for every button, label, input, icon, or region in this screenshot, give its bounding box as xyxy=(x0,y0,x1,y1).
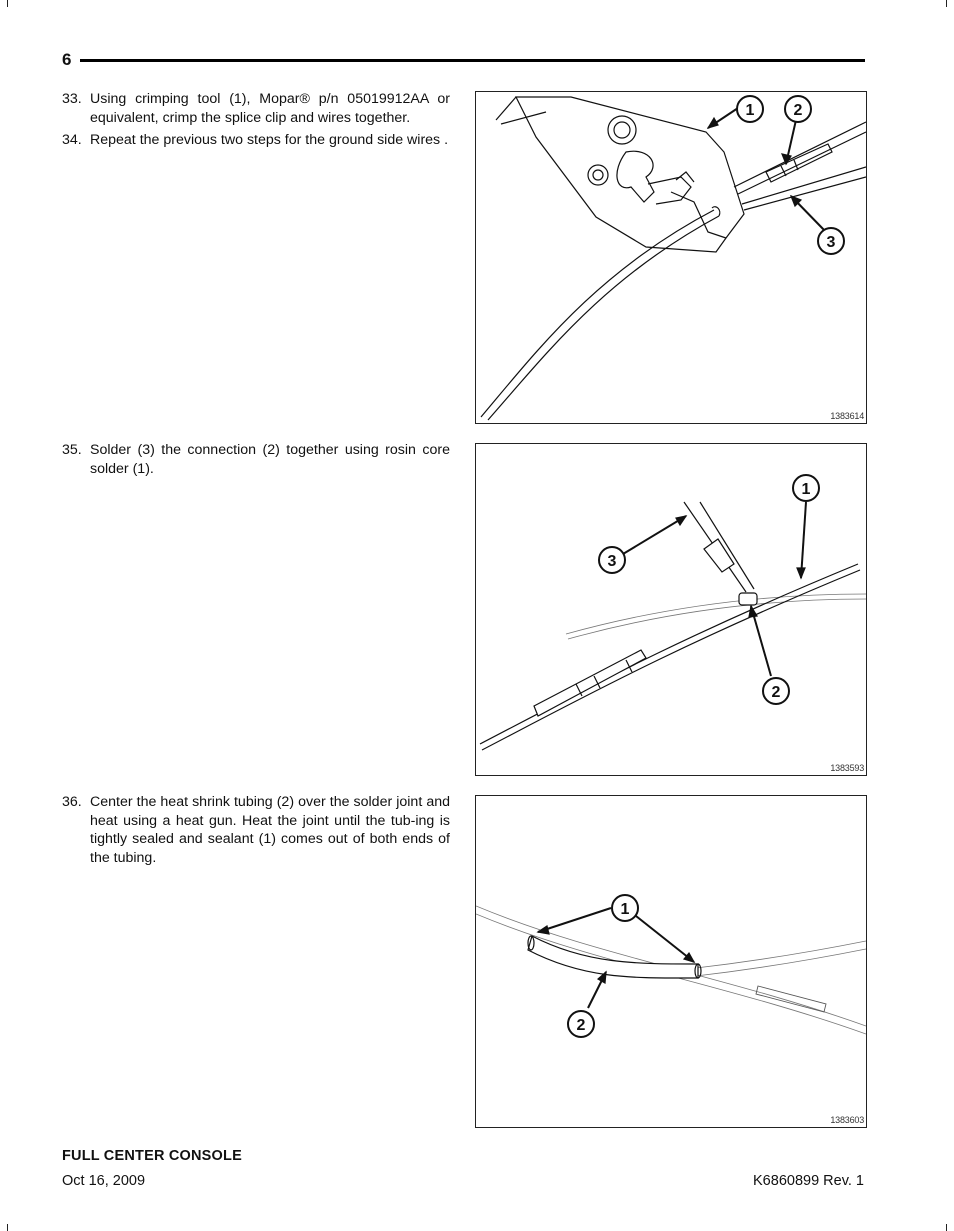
callout-label: 2 xyxy=(576,1017,586,1034)
crop-mark-top-left xyxy=(0,0,8,7)
figure-soldering xyxy=(475,443,867,776)
figure-crimping-tool xyxy=(475,91,867,424)
step-text: Center the heat shrink tubing (2) over the solder joint and heat using a heat gun. Heat the joint until the tub-ing is tightly sealed and sealant (1) comes out of both ends of the tubing. xyxy=(90,794,450,866)
figure-id: 1383593 xyxy=(830,763,864,773)
footer-date: Oct 16, 2009 xyxy=(62,1173,146,1189)
step-33 xyxy=(62,90,450,127)
callout-label: 2 xyxy=(793,102,803,119)
callout-label: 1 xyxy=(620,901,630,918)
step-36 xyxy=(62,793,450,867)
crop-mark-top-right xyxy=(946,0,954,7)
callout-label: 3 xyxy=(826,234,836,251)
figure-id: 1383614 xyxy=(830,411,864,421)
step-text: Solder (3) the connection (2) together using rosin core solder (1). xyxy=(90,442,450,477)
step-number: 34. xyxy=(62,132,82,148)
footer-revision: K6860899 Rev. 1 xyxy=(753,1173,864,1189)
step-number: 33. xyxy=(62,91,82,107)
step-number: 36. xyxy=(62,794,82,810)
callout-label: 3 xyxy=(607,553,617,570)
header-rule xyxy=(80,59,865,62)
callout-label: 1 xyxy=(801,481,811,498)
footer-section-title: FULL CENTER CONSOLE xyxy=(62,1148,242,1164)
soldering-illustration xyxy=(476,444,866,775)
step-34 xyxy=(62,131,450,150)
callout-label: 2 xyxy=(771,684,781,701)
crimping-tool-illustration xyxy=(476,92,866,423)
step-35 xyxy=(62,441,450,478)
figure-heat-shrink xyxy=(475,795,867,1128)
figure-id: 1383603 xyxy=(830,1115,864,1125)
crop-mark-bottom-right xyxy=(946,1224,954,1231)
heat-shrink-illustration xyxy=(476,796,866,1127)
step-text: Using crimping tool (1), Mopar® p/n 05019912AA or equivalent, crimp the splice clip and wires together. xyxy=(90,91,450,126)
step-number: 35. xyxy=(62,442,82,458)
callout-label: 1 xyxy=(745,102,755,119)
crop-mark-bottom-left xyxy=(0,1224,8,1231)
step-text: Repeat the previous two steps for the ground side wires . xyxy=(90,132,449,148)
page-number: 6 xyxy=(62,50,72,69)
